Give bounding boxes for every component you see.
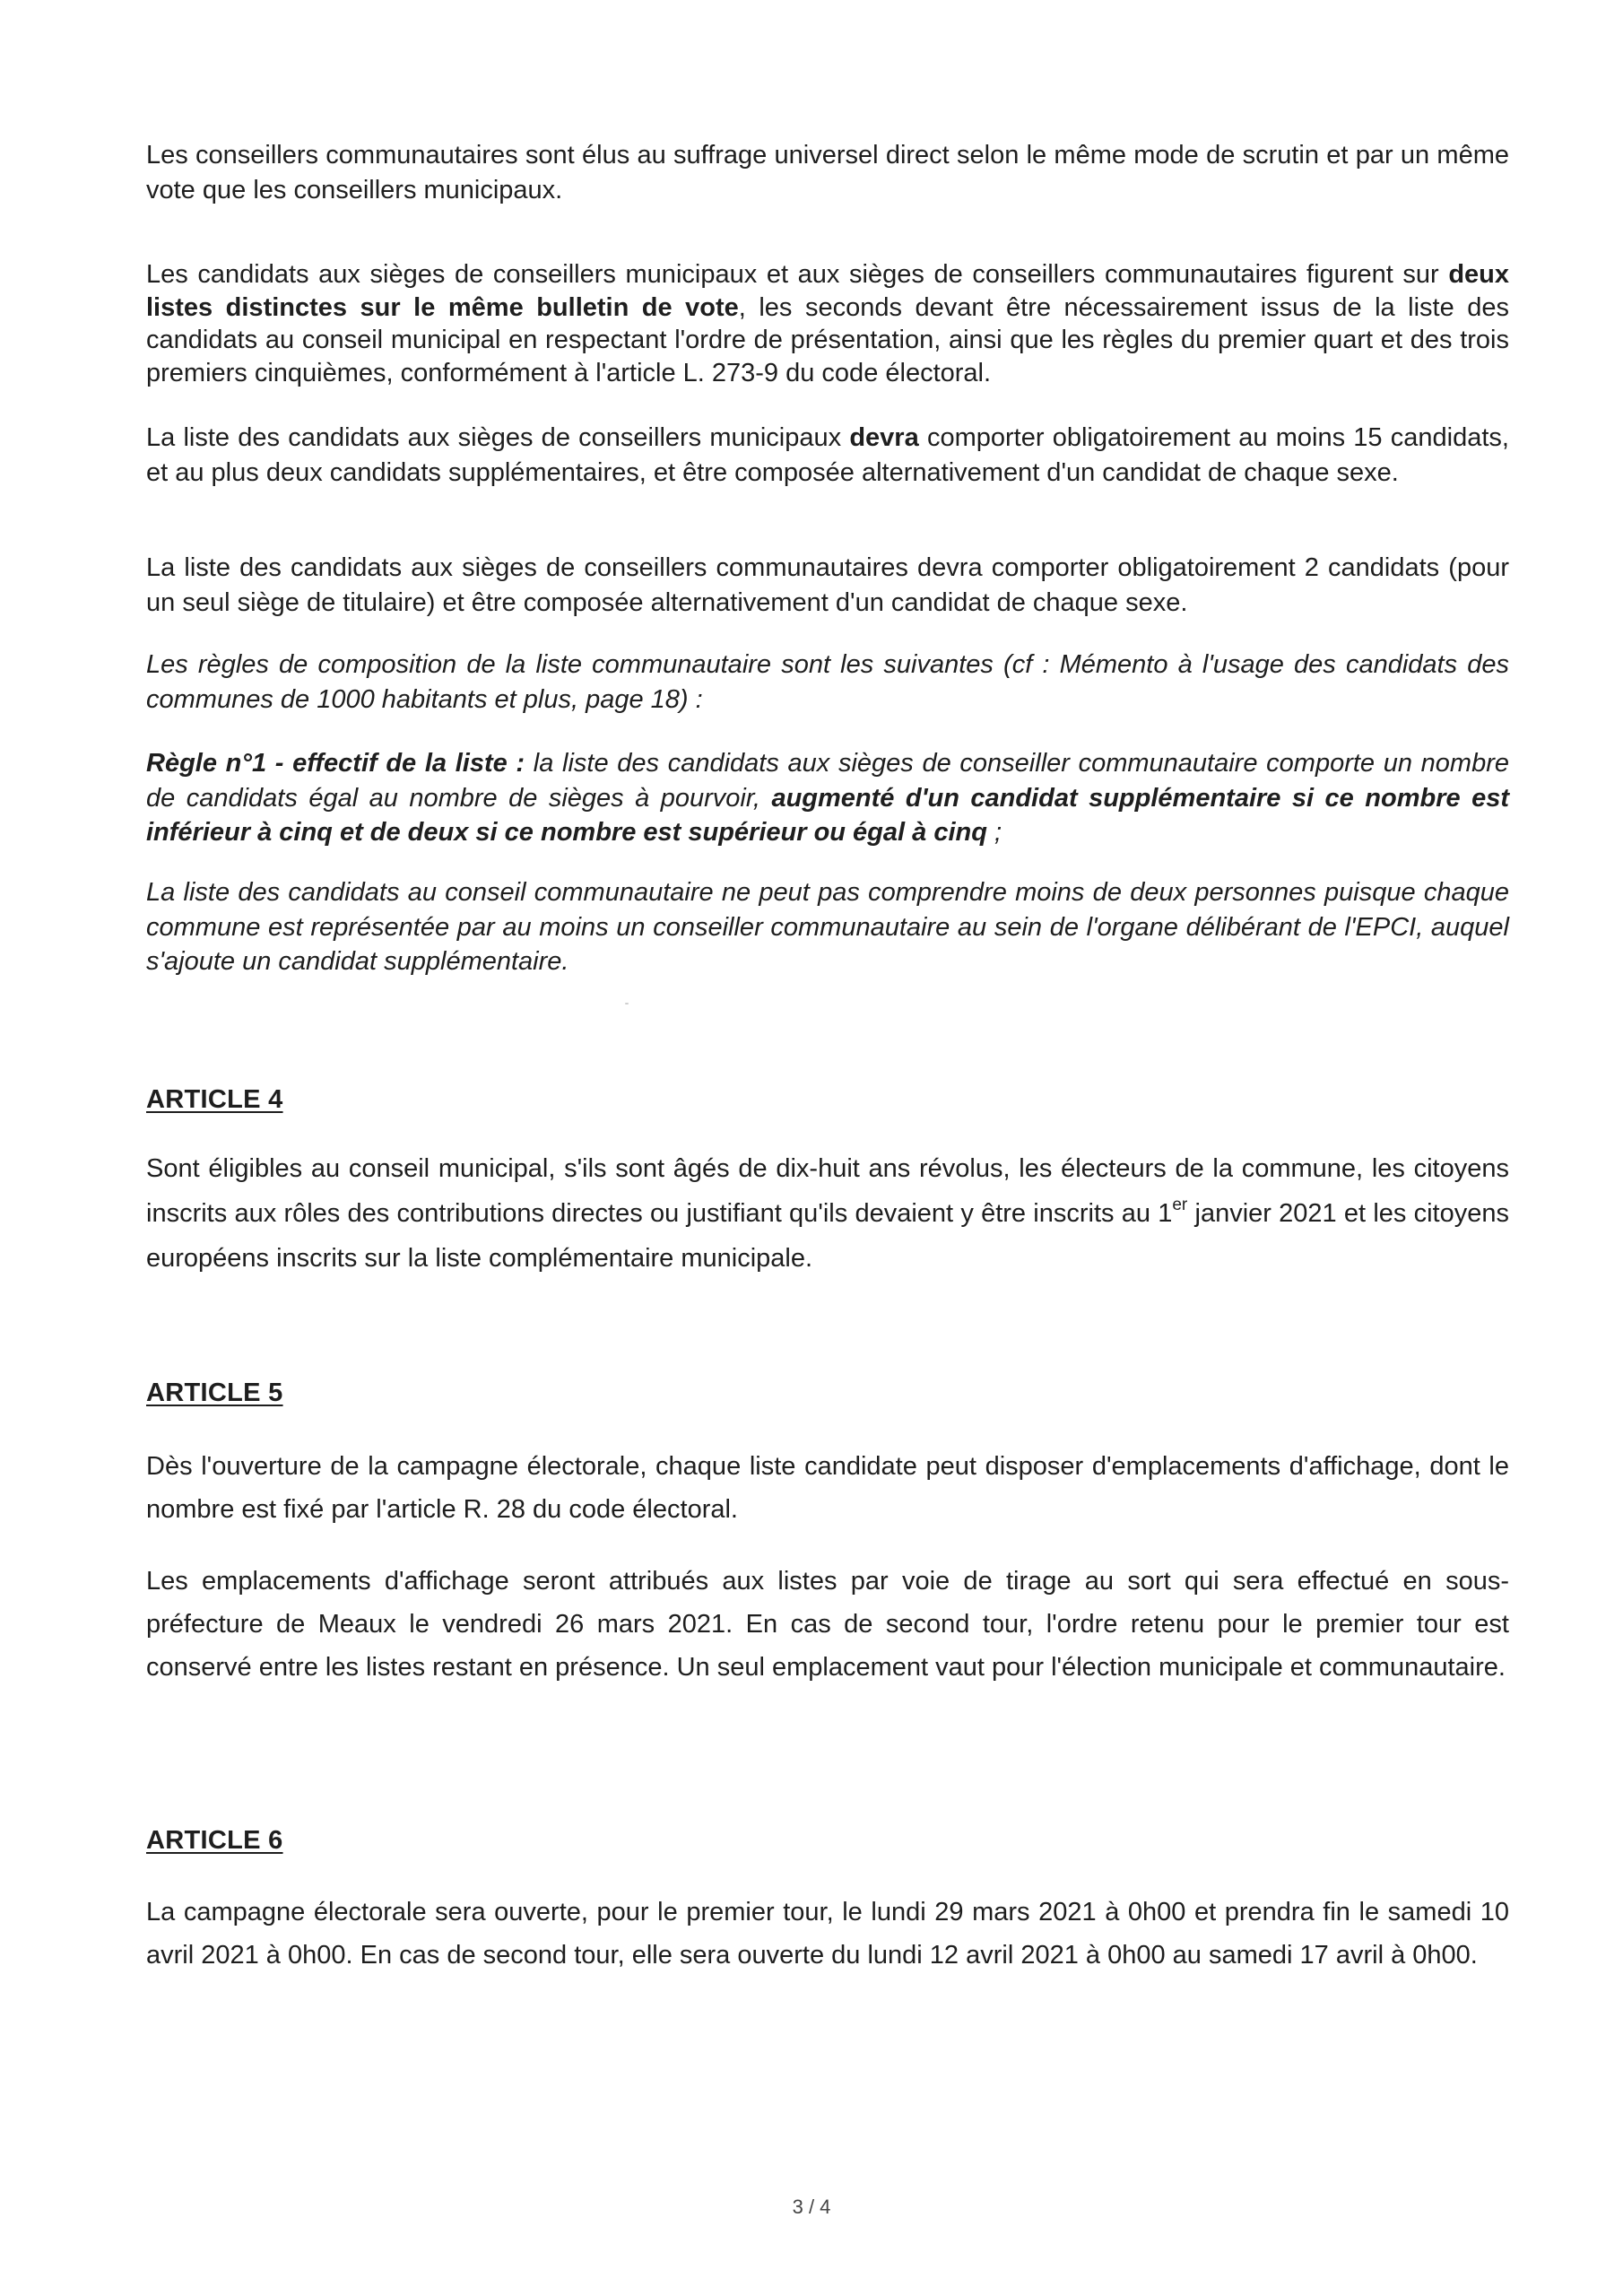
paragraph-community-list — [146, 551, 1509, 620]
article-5-paragraph-2-text: Les emplacements d'affichage seront attribués aux listes par voie de tirage au sort qui sera effectué en sous-préfecture de Meaux le vendredi 26 mars 2021. En cas de second tour, l'ordre retenu pour le premier tour est conservé entre les listes restant en présence. Un seul emplacement vaut pour l'élection municipale et communautaire. — [146, 1567, 1509, 1682]
paragraph-rule-1-bold-2: augmenté d'un candidat supplémentaire si ce nombre est inférieur à cinq et de deux si ce nombre est supérieur ou égal à cinq — [146, 783, 1509, 847]
paragraph-rule-1-text-2: ; — [986, 818, 1002, 847]
paragraph-rule-1 — [146, 746, 1509, 850]
page-number: 3 / 4 — [792, 2196, 831, 2218]
paragraph-municipal-list-text-1: La liste des candidats aux sièges de conseillers municipaux — [146, 423, 850, 452]
paragraph-municipal-list — [146, 421, 1509, 490]
article-4-text-2: janvier 2021 et les citoyens européens inscrits sur la liste complémentaire municipale. — [146, 1199, 1510, 1273]
paragraph-two-lists-bold: deux listes distinctes sur le même bulletin de vote — [146, 260, 1509, 322]
article-5-paragraph-1 — [146, 1445, 1509, 1531]
paragraph-two-lists-text-2: , les seconds devant être nécessairement issus de la liste des candidats au conseil municipal en respectant l'ordre de présentation, ainsi que les règles du premier quart et des trois premiers cinquièmes, conformément à l'article L. 273-9 du code électoral. — [146, 292, 1509, 387]
article-4-heading: ARTICLE 4 — [146, 1085, 283, 1114]
paragraph-community-minimum — [146, 875, 1509, 979]
article-5-paragraph-2 — [146, 1560, 1509, 1689]
article-5-paragraph-1-text: Dès l'ouverture de la campagne électorale, chaque liste candidate peut disposer d'emplacements d'affichage, dont le nombre est fixé par l'article R. 28 du code électoral. — [146, 1452, 1509, 1524]
paragraph-community-list-text: La liste des candidats aux sièges de conseillers communautaires devra comporter obligatoirement 2 candidats (pour un seul siège de titulaire) et être composée alternativement d'un candidat de chaque sexe. — [146, 553, 1509, 617]
paragraph-rule-1-bold-title: Règle n°1 - effectif de la liste : — [146, 749, 525, 778]
paragraph-election-mode — [146, 138, 1509, 207]
article-5-heading: ARTICLE 5 — [146, 1378, 283, 1407]
paragraph-composition-rules — [146, 648, 1509, 717]
article-6-heading: ARTICLE 6 — [146, 1826, 283, 1855]
article-4-text-1: Sont éligibles au conseil municipal, s'ils sont âgés de dix-huit ans révolus, les électeurs de la commune, les citoyens inscrits aux rôles des contributions directes ou justifiant qu'ils devaient y être inscrits au 1 — [146, 1154, 1509, 1228]
scan-speck — [625, 1003, 629, 1004]
article-4-superscript: er — [1172, 1196, 1188, 1214]
article-6-paragraph-text: La campagne électorale sera ouverte, pour le premier tour, le lundi 29 mars 2021 à 0h00 et prendra fin le samedi 10 avril 2021 à 0h00. En cas de second tour, elle sera ouverte du lundi 12 avril 2021 à 0h00 au samedi 17 avril à 0h00. — [146, 1898, 1509, 1970]
paragraph-election-mode-text: Les conseillers communautaires sont élus au suffrage universel direct selon le même mode de scrutin et par un même vote que les conseillers municipaux. — [146, 141, 1509, 204]
paragraph-two-lists — [146, 258, 1509, 389]
paragraph-municipal-list-bold: devra — [849, 423, 919, 452]
paragraph-rule-1-text-1: la liste des candidats aux sièges de conseiller communautaire comporte un nombre de candidats égal au nombre de sièges à pourvoir, — [146, 749, 1509, 813]
article-4-paragraph — [146, 1146, 1509, 1281]
paragraph-municipal-list-text-2: comporter obligatoirement au moins 15 candidats, et au plus deux candidats supplémentaires, et être composée alternativement d'un candidat de chaque sexe. — [146, 423, 1509, 487]
paragraph-community-minimum-text: La liste des candidats au conseil communautaire ne peut pas comprendre moins de deux personnes puisque chaque commune est représentée par au moins un conseiller communautaire au sein de l'organe délibérant de l'EPCI, auquel s'ajoute un candidat supplémentaire. — [146, 878, 1509, 976]
paragraph-composition-rules-text: Les règles de composition de la liste communautaire sont les suivantes (cf : Mémento à l'usage des candidats des communes de 1000 habitants et plus, page 18) : — [146, 650, 1509, 714]
article-6-paragraph — [146, 1891, 1509, 1977]
paragraph-two-lists-text-1: Les candidats aux sièges de conseillers municipaux et aux sièges de conseillers communautaires figurent sur — [146, 260, 1449, 289]
